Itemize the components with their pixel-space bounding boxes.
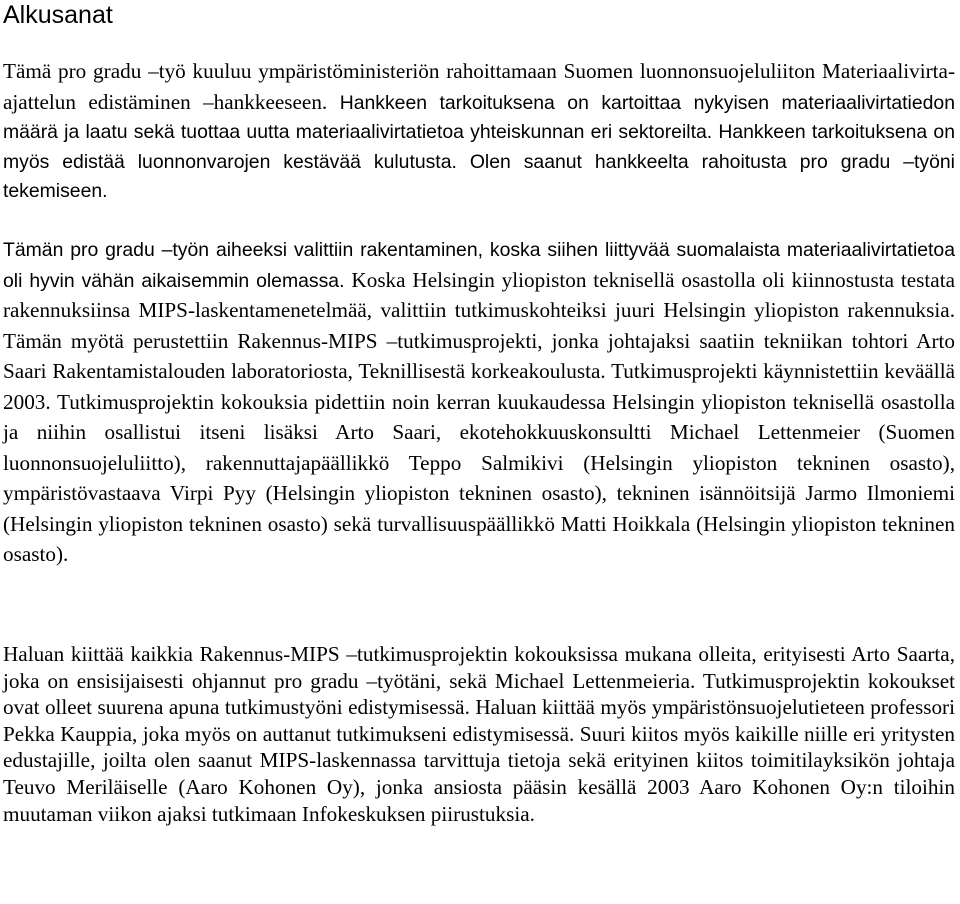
paragraph-1-sans-text: Hankkeen tarkoituksena on kartoittaa nykyisen materiaalivirtatiedon määrä ja laatu sekä tuottaa uutta materiaalivirtatietoa yhteiskunnan eri sektoreilta. Hankkeen tarkoituksena on myös edistää luonnonvarojen kestävää kulutusta. Olen saanut hankkeelta rahoitusta pro gradu –työni tekemiseen. <box>3 91 956 202</box>
paragraph-2-sans-text: Tämän pro gradu –työn aiheeksi valittiin rakentaminen, koska siihen liittyvää suomalaista materiaalivirtatietoa oli hyvin vähän aikaisemmin olemassa. <box>3 239 955 292</box>
paragraph-2-serif-text: Koska Helsingin yliopiston teknisellä osastolla oli kiinnostusta testata rakennuksiinsa MIPS-laskentamenetelmää, valittiin tutkimuskohteiksi juuri Helsingin yliopiston rakennuksia. Tämän myötä perustettiin Rakennus-MIPS –tutkimusprojekti, jonka johtajaksi saatiin tekniikan tohtori Arto Saari Rakentamistalouden laboratoriosta, Teknillisestä korkeakoulusta. Tutkimusprojekti käynnistettiin keväällä 2003. Tutkimusprojektin kokouksia pidettiin noin kerran kuukaudessa Helsingin yliopiston teknisellä osastolla ja niihin osallistui itseni lisäksi Arto Saari, ekotehokkuuskonsultti Michael Lettenmeier (Suomen luonnonsuojeluliitto), rakennuttajapäällikkö Teppo Salmikivi (Helsingin yliopiston tekninen osasto), ympäristövastaava Virpi Pyy (Helsingin yliopiston tekninen osasto), tekninen isännöitsijä Jarmo Ilmoniemi (Helsingin yliopiston tekninen osasto) sekä turvallisuuspäällikkö Matti Hoikkala (Helsingin yliopiston tekninen osasto). <box>3 267 955 566</box>
page-title: Alkusanat <box>3 1 113 29</box>
paragraph-2 <box>3 236 955 571</box>
paragraph-1 <box>3 57 955 207</box>
paragraph-3 <box>3 641 955 827</box>
paragraph-3-text: Haluan kiittää kaikkia Rakennus-MIPS –tutkimusprojektin kokouksissa mukana olleita, erityisesti Arto Saarta, joka on ensisijaisesti ohjannut pro gradu –työtäni, sekä Michael Lettenmeieria. Tutkimusprojektin kokoukset ovat olleet suurena apuna tutkimustyöni edistymisessä. Haluan kiittää myös ympäristönsuojelutieteen professori Pekka Kauppia, joka myös on auttanut tutkimukseni edistymisessä. Suuri kiitos myös kaikille niille eri yritysten edustajille, joilta olen saanut MIPS-laskennassa tarvittuja tietoja sekä erityinen kiitos toimitilayksikön johtaja Teuvo Meriläiselle (Aaro Kohonen Oy), jonka ansiosta pääsin kesällä 2003 Aaro Kohonen Oy:n tiloihin muutaman viikon ajaksi tutkimaan Infokeskuksen piirustuksia. <box>3 642 955 826</box>
paragraph-1-serif-text: Tämä pro gradu –työ kuuluu ympäristöministeriön rahoittamaan Suomen luonnonsuojeluliiton Materiaalivirta-ajattelun edistäminen –hankkeeseen. <box>3 59 955 114</box>
